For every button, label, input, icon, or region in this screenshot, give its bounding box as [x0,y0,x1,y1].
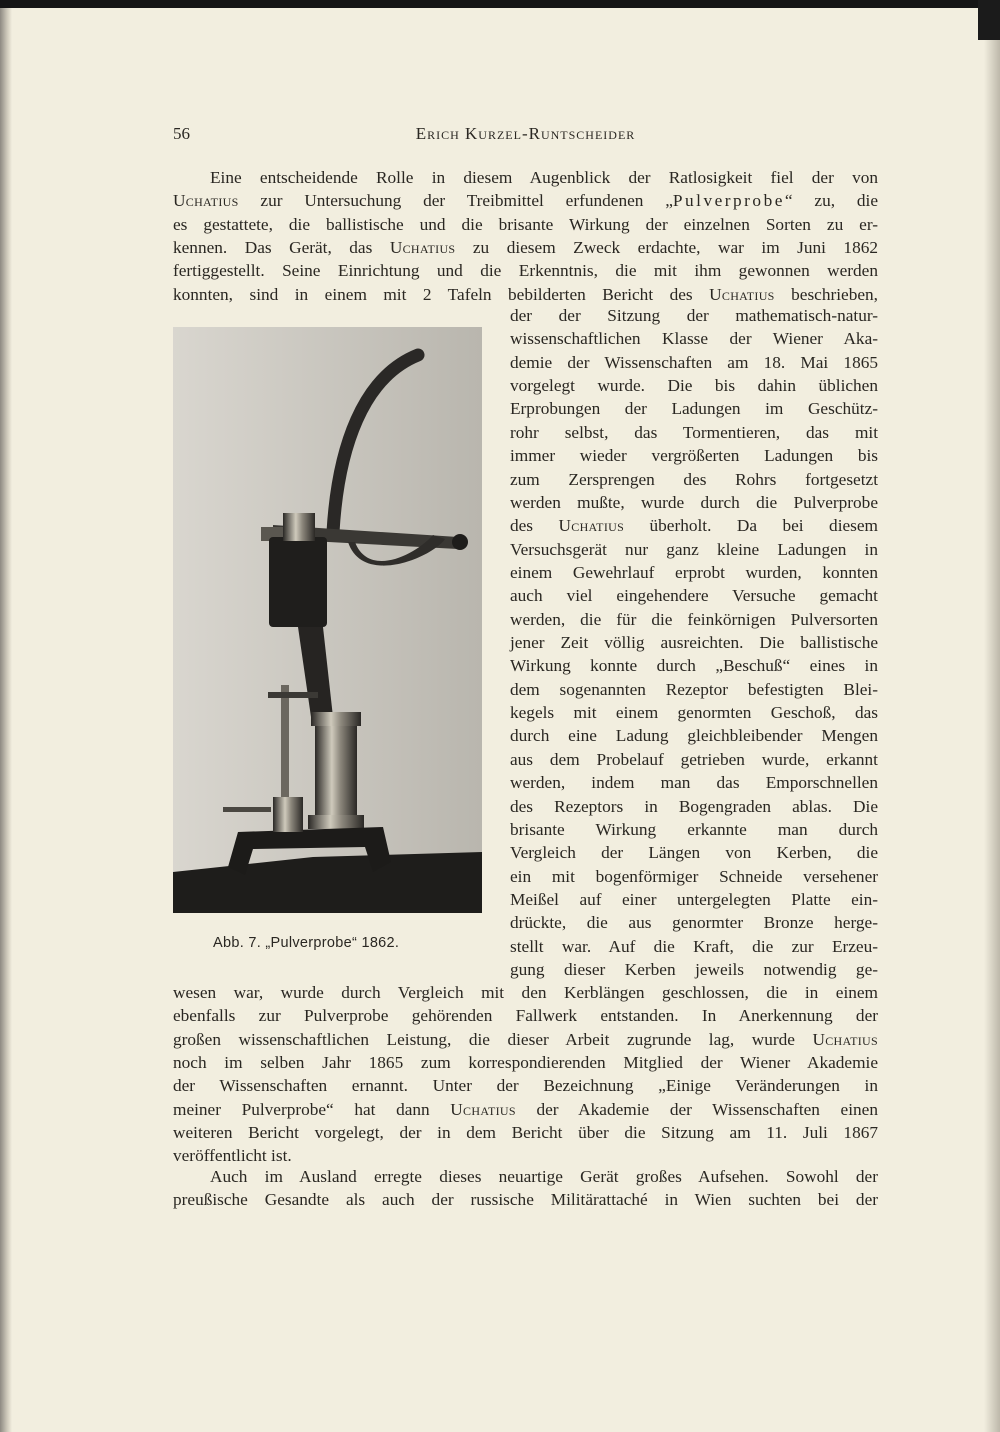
text-line: ebenfalls zur Pulverprobe gehörenden Fallwerk entstanden. In Anerkennung der [173,1006,878,1026]
text-line: wesen war, wurde durch Vergleich mit den Kerblängen geschlossen, die in einem [173,983,878,1002]
text-line: weiteren Bericht vorgelegt, der in dem Bericht über die Sitzung am 11. Juli 1867 [173,1122,878,1142]
scan-top-border [0,0,1000,8]
text-line: brisante Wirkung erkannte man durch [510,819,878,839]
text-line: durch eine Ladung gleichbleibender Mengen [510,726,878,746]
figure-photo-pulverprobe [173,327,482,913]
text-line: preußische Gesandte als auch der russische Militärattaché in Wien suchten bei der [173,1190,878,1210]
text-line: einem Gewehrlauf erprobt wurden, konnten [510,562,878,582]
text-line: immer wieder vergrößerten Ladungen bis [510,446,878,466]
text-line: wissenschaftlichen Klasse der Wiener Aka- [510,329,878,349]
text-line: veröffentlicht ist. [173,1146,292,1166]
text-line: werden, indem man das Emporschnellen [510,773,878,793]
text-line: Erprobungen der Ladungen im Geschütz- [510,399,878,419]
text-line: demie der Wissenschaften am 18. Mai 1865 [510,352,878,372]
scan-corner [978,0,1000,40]
scan-left-edge [0,8,12,1432]
scan-right-edge [984,8,1000,1432]
text-line: dem sogenannten Rezeptor befestigten Blei- [510,679,878,699]
text-line: Auch im Ausland erregte dieses neuartige Gerät großes Aufsehen. Sowohl der [210,1167,878,1186]
text-line: kennen. Das Gerät, das Uchatius zu diesem Zweck erdachte, war im Juni 1862 [173,237,878,257]
text-line: des Uchatius überholt. Da bei diesem [510,516,879,536]
text-line: gung dieser Kerben jeweils notwendig ge- [510,960,878,980]
text-line: stellt war. Auf die Kraft, die zur Erzeu- [510,936,878,956]
text-line: auch viel eingehendere Versuche gemacht [510,586,878,606]
text-line: Wirkung konnte durch „Beschuß“ eines in [510,656,878,676]
text-line: rohr selbst, das Tormentieren, das mit [510,422,878,442]
text-line: es gestattete, die ballistische und die brisante Wirkung der einzelnen Sorten zu er- [173,214,878,234]
text-line: des Rezeptors in Bogengraden ablas. Die [510,796,878,816]
text-line: Eine entscheidende Rolle in diesem Augenblick der Ratlosigkeit fiel der von [210,168,878,187]
text-line: Versuchsgerät nur ganz kleine Ladungen in [510,539,878,559]
text-line: großen wissenschaftlichen Leistung, die dieser Arbeit zugrunde lag, wurde Uchatius [173,1029,878,1049]
text-line: noch im selben Jahr 1865 zum korrespondierenden Mitglied der Wiener Akademie [173,1052,878,1072]
text-line: der Wissenschaften ernannt. Unter der Bezeichnung „Einige Veränderungen in [173,1076,878,1096]
text-line: vorgelegt wurde. Die bis dahin üblichen [510,376,878,396]
text-line: Vergleich der Längen von Kerben, die [510,843,878,863]
text-line: fertiggestellt. Seine Einrichtung und die Erkenntnis, die mit ihm gewonnen werden [173,261,878,281]
text-line: drückte, die aus genormter Bronze herge- [510,913,878,933]
text-line: der der Sitzung der mathematisch-natur- [510,306,878,325]
text-line: jener Zeit völlig ausreichten. Die ballistische [510,633,878,653]
running-head: Erich Kurzel-Runtscheider [415,124,636,143]
text-line: konnten, sind in einem mit 2 Tafeln bebilderten Bericht des Uchatius beschrieben, [173,284,878,304]
text-line: werden mußte, wurde durch die Pulverprobe [510,492,878,512]
text-line: werden, die für die feinkörnigen Pulversorten [510,609,878,629]
figure-caption: Abb. 7. „Pulverprobe“ 1862. [213,935,400,951]
text-line: Meißel auf einer untergelegten Platte ein- [510,890,878,909]
text-line: meiner Pulverprobe“ hat dann Uchatius der Akademie der Wissenschaften einen [173,1099,878,1119]
text-line: kegels mit einem genormten Geschoß, das [510,703,878,723]
text-line: Uchatius zur Untersuchung der Treibmittel erfundenen „Pulverprobe“ zu, die [173,191,878,211]
text-line: ein mit bogenförmiger Schneide versehener [510,866,878,886]
text-line: aus dem Probelauf getrieben wurde, erkannt [510,749,878,769]
page-number: 56 [173,124,190,143]
text-line: zum Zersprengen des Rohrs fortgesetzt [510,469,878,489]
